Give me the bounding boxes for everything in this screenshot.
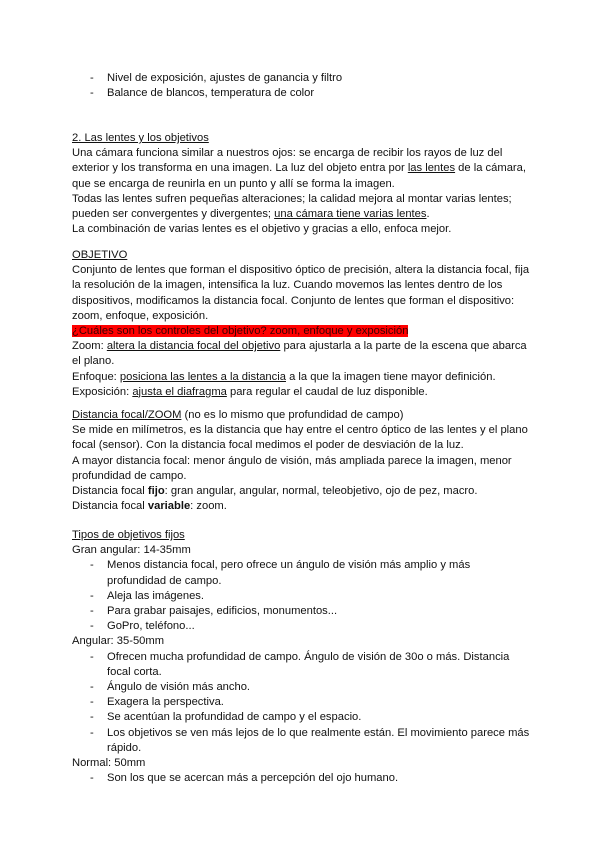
normal-list [72, 771, 532, 786]
paragraph [72, 146, 532, 192]
list-item: - Exagera la perspectiva. [72, 695, 532, 710]
text: Distancia focal [72, 485, 148, 498]
text: para regular el caudal de luz disponible. [226, 385, 428, 398]
subheading: Gran angular: 14-35mm [72, 544, 191, 557]
underlined-text: las lentes [407, 162, 456, 175]
list-item: - Balance de blancos, temperatura de color [72, 86, 532, 101]
paragraph [72, 484, 532, 499]
section-heading [72, 408, 532, 423]
list-item: - Ofrecen mucha profundidad de campo. Ángulo de visión de 30o o más. Distancia focal corta. [72, 650, 532, 680]
text: : gran angular, angular, normal, teleobjetivo, ojo de pez, macro. [164, 485, 478, 498]
highlighted-question [72, 324, 532, 339]
paragraph: A mayor distancia focal: menor ángulo de visión, más ampliada parece la imagen, menor profundidad de campo. [72, 454, 512, 482]
text: . [426, 208, 430, 221]
text: de la cámara, que se encarga de reunirla en un punto y allí se forma la imagen. [72, 162, 526, 190]
angular-list [72, 650, 532, 756]
section-objetivo [72, 248, 532, 400]
list-item: - Los objetivos se ven más lejos de lo que realmente están. El movimiento parece más rápido. [72, 726, 532, 756]
label: Enfoque: [72, 370, 120, 383]
subheading: Angular: 35-50mm [72, 635, 165, 648]
list-item: - GoPro, teléfono... [72, 619, 532, 634]
bold-text: fijo [147, 485, 165, 498]
underlined-text: altera la distancia focal del objetivo [106, 340, 281, 353]
text: (no es lo mismo que profundidad de campo) [181, 409, 404, 421]
list-item: - Para grabar paisajes, edificios, monumentos... [72, 604, 532, 619]
list-item: - Son los que se acercan más a percepción del ojo humano. [72, 771, 532, 786]
text: a la que la imagen tiene mayor definición. [285, 370, 496, 383]
underlined-text: una cámara tiene varias lentes [274, 208, 427, 221]
text: para ajustarla a la parte de la escena que abarca el plano. [72, 340, 527, 368]
list-item: - Se acentúan la profundidad de campo y el espacio. [72, 710, 532, 725]
bold-text: variable [147, 500, 191, 513]
section-lentes [72, 131, 532, 237]
underlined-text: Distancia focal/ZOOM [72, 409, 182, 421]
subheading: Normal: 50mm [72, 757, 146, 770]
section-distancia-focal [72, 408, 532, 514]
paragraph [72, 192, 532, 222]
underlined-text: ajusta el diafragma [132, 385, 227, 398]
section-heading: OBJETIVO [72, 249, 128, 261]
paragraph: Conjunto de lentes que forman el dispositivo óptico de precisión, altera la distancia focal, fija la resolución de la imagen, intensifica la luz. Cuando movemos las lentes dentro de los dispositivos, modificamos la distancia focal. Conjunto de lentes que forman el dispositivo: zoom, enfoque, exposición. [72, 264, 530, 322]
list-item: - Nivel de exposición, ajustes de ganancia y filtro [72, 71, 532, 86]
section-heading: 2. Las lentes y los objetivos [72, 132, 209, 144]
exposicion-line [72, 385, 532, 400]
text: Una cámara funciona similar a nuestros ojos: se encarga de recibir los rayos de luz del exterior y los transforma en una imagen. La luz del objeto entra por [72, 147, 503, 175]
paragraph [72, 499, 532, 514]
enfoque-line [72, 370, 532, 385]
text: Todas las lentes sufren pequeñas alteraciones; la calidad mejora al montar varias lentes; pueden ser convergentes y divergentes; [72, 192, 512, 221]
underlined-text: posiciona las lentes a la distancia [119, 370, 286, 383]
zoom-line [72, 339, 532, 369]
section-heading: Tipos de objetivos fijos [72, 529, 185, 541]
section-tipos [72, 528, 532, 786]
list-item: - Menos distancia focal, pero ofrece un ángulo de visión más amplio y más profundidad de campo. [72, 558, 532, 588]
text: Distancia focal [72, 500, 148, 513]
top-bullet-list [72, 71, 532, 101]
paragraph: Se mide en milímetros, es la distancia que hay entre el centro óptico de las lentes y el plano focal (sensor). Con la distancia focal medimos el poder de desviación de la luz. [72, 424, 528, 452]
label: Zoom: [72, 340, 107, 353]
gran-angular-list [72, 558, 532, 634]
red-highlight: ¿Cuáles son los controles del objetivo? zoom, enfoque y exposición [72, 325, 409, 338]
text: : zoom. [190, 500, 227, 513]
paragraph: La combinación de varias lentes es el objetivo y gracias a ello, enfoca mejor. [72, 223, 452, 236]
list-item: - Aleja las imágenes. [72, 589, 532, 604]
list-item: - Ángulo de visión más ancho. [72, 680, 532, 695]
label: Exposición: [72, 385, 133, 398]
